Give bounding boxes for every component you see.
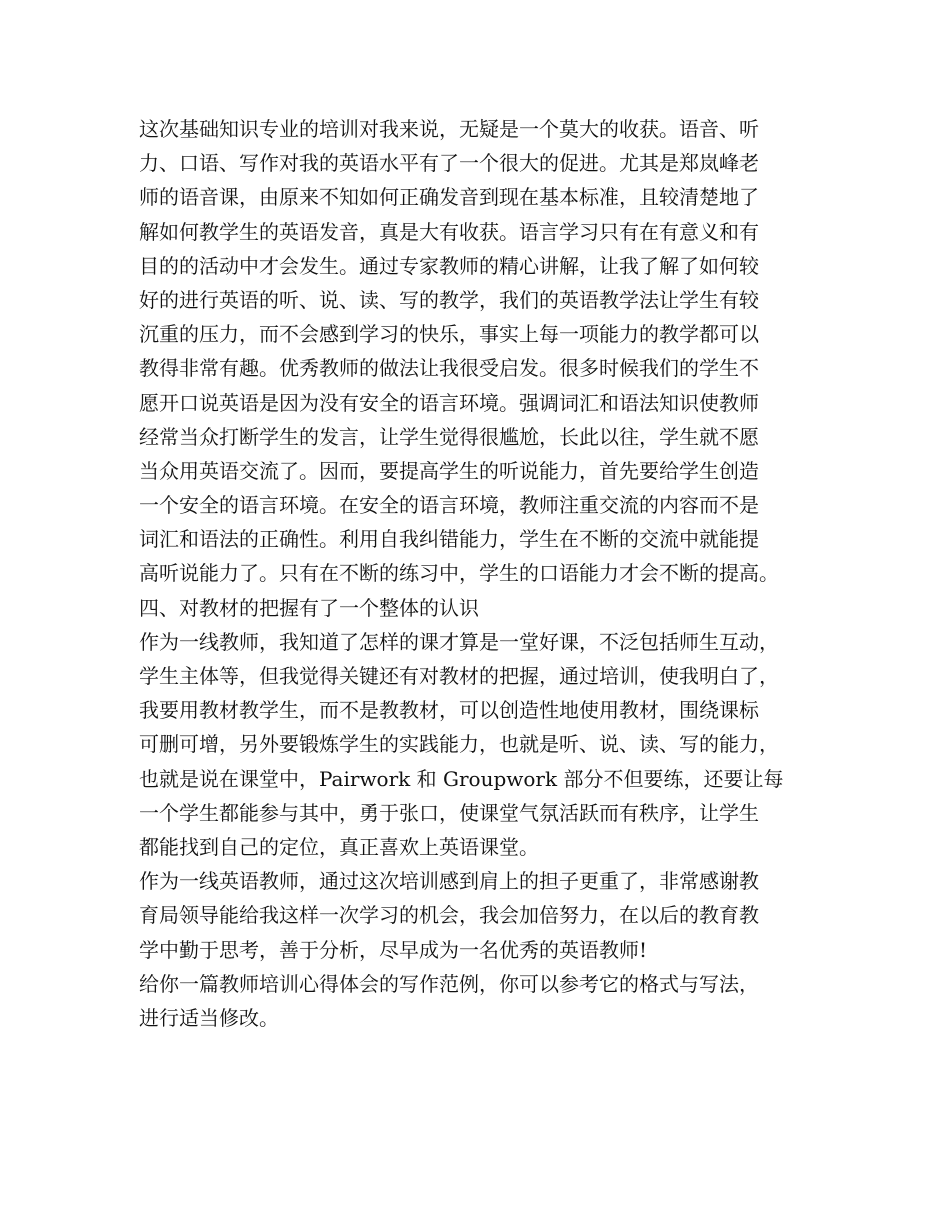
text-line: 解如何教学生的英语发音，真是大有收获。语言学习只有在有意义和有 — [139, 219, 759, 244]
text-line: 沉重的压力，而不会感到学习的快乐，事实上每一项能力的教学都可以 — [139, 322, 759, 347]
text-line: 一个学生都能参与其中，勇于张口，使课堂气氛活跃而有秩序，让学生 — [139, 800, 759, 825]
text-line: 这次基础知识专业的培训对我来说，无疑是一个莫大的收获。语音、听 — [139, 117, 759, 141]
text-line: 可删可增，另外要锻炼学生的实践能力，也就是听、说、读、写的能力， — [139, 732, 779, 757]
text-line: 经常当众打断学生的发言，让学生觉得很尴尬，长此以往，学生就不愿 — [139, 424, 759, 449]
text-line: 学生主体等，但我觉得关键还有对教材的把握，通过培训，使我明白了， — [139, 664, 779, 688]
text-line: 力、口语、写作对我的英语水平有了一个很大的促进。尤其是郑岚峰老 — [139, 151, 759, 176]
text-line: 教得非常有趣。优秀教师的做法让我很受启发。很多时候我们的学生不 — [139, 356, 759, 381]
text-line: 一个安全的语言环境。在安全的语言环境，教师注重交流的内容而不是 — [139, 493, 759, 518]
text-line: 给你一篇教师培训心得体会的写作范例，你可以参考它的格式与写法， — [139, 971, 759, 996]
text-line: 词汇和语法的正确性。利用自我纠错能力，学生在不断的交流中就能提 — [139, 527, 759, 552]
text-line: 作为一线英语教师，通过这次培训感到肩上的担子更重了，非常感谢教 — [139, 869, 759, 894]
text-line: 育局领导能给我这样一次学习的机会，我会加倍努力，在以后的教育教 — [139, 903, 759, 928]
text-line: 四、对教材的把握有了一个整体的认识 — [139, 595, 479, 620]
text-line: 都能找到自己的定位，真正喜欢上英语课堂。 — [139, 834, 539, 859]
text-line: 作为一线教师，我知道了怎样的课才算是一堂好课，不泛包括师生互动， — [139, 629, 779, 654]
document-body — [139, 112, 839, 1035]
text-line: 愿开口说英语是因为没有安全的语言环境。强调词汇和语法知识使教师 — [139, 390, 759, 415]
text-line: 好的进行英语的听、说、读、写的教学，我们的英语教学法让学生有较 — [139, 287, 759, 312]
text-line: 我要用教材教学生，而不是教教材，可以创造性地使用教材，围绕课标 — [139, 698, 759, 723]
text-line: 学中勤于思考，善于分析，尽早成为一名优秀的英语教师! — [139, 937, 648, 962]
text-line: 也就是说在课堂中，Pairwork 和 Groupwork 部分不但要练，还要让每 — [139, 766, 784, 791]
text-line: 师的语音课，由原来不知如何正确发音到现在基本标准，且较清楚地了 — [139, 185, 759, 210]
text-line: 进行适当修改。 — [139, 1005, 279, 1030]
text-line: 高听说能力了。只有在不断的练习中，学生的口语能力才会不断的提高。 — [139, 561, 779, 586]
text-line: 当众用英语交流了。因而，要提高学生的听说能力，首先要给学生创造 — [139, 458, 759, 483]
text-line: 目的的活动中才会发生。通过专家教师的精心讲解，让我了解了如何较 — [139, 253, 759, 278]
